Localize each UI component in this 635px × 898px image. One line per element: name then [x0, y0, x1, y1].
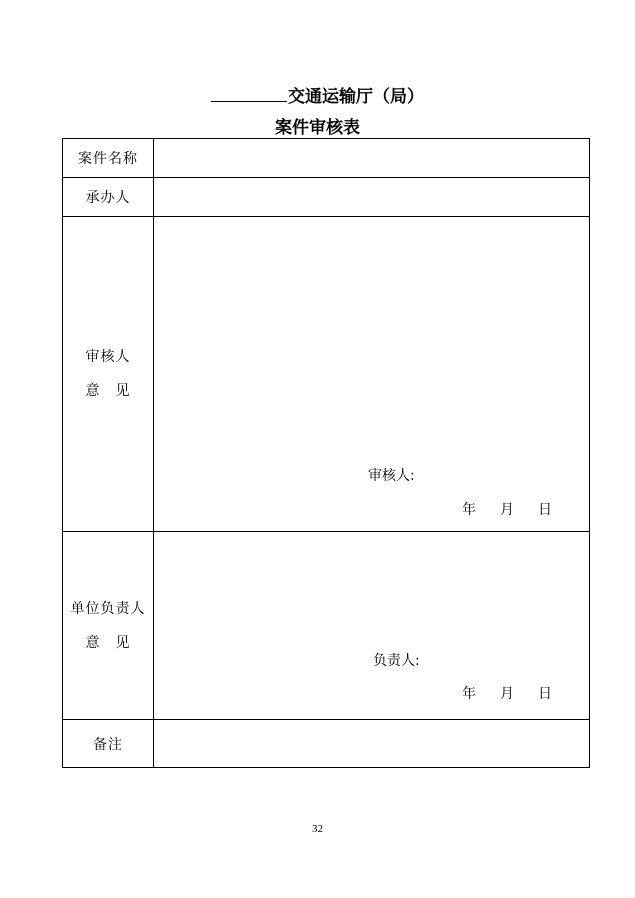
unit-head-opinion-row — [63, 532, 590, 720]
remarks-label: 备注 — [63, 720, 154, 768]
reviewer-opinion-field — [154, 217, 590, 532]
case-name-field — [154, 139, 590, 178]
department-blank — [211, 84, 287, 102]
remarks-row — [63, 720, 590, 768]
reviewer-date-month: 月 — [500, 502, 514, 518]
remarks-field — [154, 720, 590, 768]
unit-head-date — [462, 683, 552, 703]
reviewer-date-day: 日 — [538, 502, 552, 518]
reviewer-opinion-label — [63, 217, 154, 532]
page-number: 32 — [312, 823, 323, 835]
unit-head-date-year: 年 — [462, 686, 476, 702]
handler-label: 承办人 — [63, 178, 154, 217]
form-subtitle: 案件审核表 — [275, 118, 360, 138]
title-text: 交通运输厅（局） — [288, 87, 424, 107]
reviewer-opinion-row — [63, 217, 590, 532]
reviewer-date-year: 年 — [462, 502, 476, 518]
unit-head-opinion-field — [154, 532, 590, 720]
unit-head-date-month: 月 — [500, 686, 514, 702]
reviewer-label-line1: 审核人 — [85, 349, 131, 365]
case-name-row — [63, 139, 590, 178]
reviewer-signature-label: 审核人: — [368, 468, 415, 484]
reviewer-date — [462, 499, 552, 519]
case-name-label: 案件名称 — [63, 139, 154, 178]
unit-head-signature-label: 负责人: — [373, 653, 420, 669]
reviewer-label-line2: 意 见 — [85, 383, 131, 399]
unit-head-label-line1: 单位负责人 — [70, 600, 146, 617]
case-review-table — [62, 138, 590, 768]
unit-head-opinion-label — [63, 532, 154, 720]
unit-head-date-day: 日 — [538, 686, 552, 702]
unit-head-label-line2: 意 见 — [85, 634, 131, 651]
form-title — [0, 84, 635, 109]
handler-row — [63, 178, 590, 217]
handler-field — [154, 178, 590, 217]
